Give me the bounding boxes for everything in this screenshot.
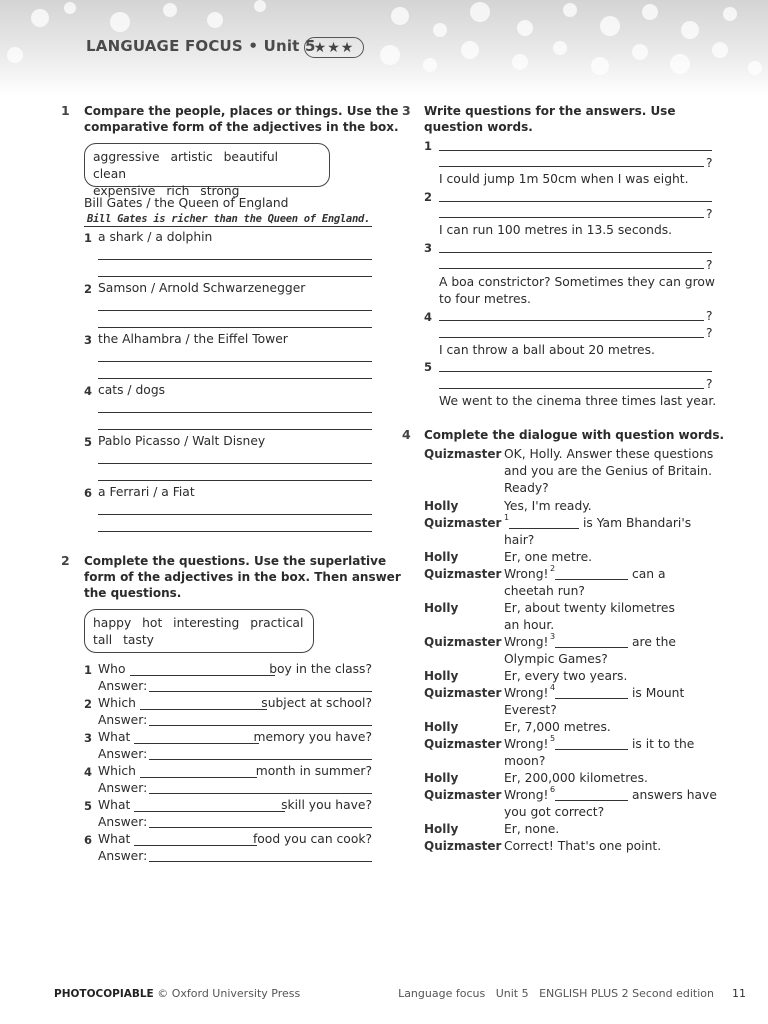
- dialogue-speaker-holly: Holly: [424, 601, 459, 615]
- dialogue-speaker-quizmaster: Quizmaster: [424, 686, 502, 700]
- dialogue-line: OK, Holly. Answer these questions: [504, 447, 714, 461]
- ex2-question-start: What: [98, 832, 131, 846]
- ex3-instruction-line1: Write questions for the answers. Use: [424, 104, 676, 118]
- dialogue-gap-number: [504, 513, 509, 528]
- ex1-item-number: 1: [84, 231, 93, 245]
- ex2-blank[interactable]: [140, 709, 267, 710]
- footer-book-info: Language focus Unit 5 ENGLISH PLUS 2 Second edition: [398, 987, 714, 1000]
- dialogue-line: and you are the Genius of Britain.: [504, 464, 712, 478]
- dialogue-speaker-quizmaster: Quizmaster: [424, 788, 502, 802]
- dialogue-gap-number: [550, 683, 555, 698]
- ex2-answer-line[interactable]: [149, 725, 372, 726]
- ex1-item-prompt: Pablo Picasso / Walt Disney: [98, 434, 266, 448]
- ex1-example-prompt: Bill Gates / the Queen of England: [84, 196, 289, 210]
- ex2-item-number: 4: [84, 765, 93, 779]
- ex1-answer-line[interactable]: [98, 412, 372, 413]
- ex1-item-number: 6: [84, 486, 93, 500]
- dialogue-blank[interactable]: [555, 647, 628, 648]
- ex3-question-mark: ?: [706, 326, 713, 340]
- dialogue-blank[interactable]: [555, 579, 628, 580]
- ex3-answer-line2: to four metres.: [439, 292, 531, 306]
- ex1-example-answer: Bill Gates is richer than the Queen of England.: [87, 213, 371, 225]
- ex2-question-start: Which: [98, 764, 136, 778]
- dialogue-line: hair?: [504, 533, 535, 547]
- ex1-answer-line[interactable]: [98, 429, 372, 430]
- ex2-answer-line[interactable]: [149, 827, 372, 828]
- dialogue-speaker-holly: Holly: [424, 822, 459, 836]
- ex1-item-prompt: a shark / a dolphin: [98, 230, 213, 244]
- dialogue-line: Olympic Games?: [504, 652, 608, 666]
- difficulty-stars: ★★★: [304, 37, 364, 58]
- ex1-answer-line[interactable]: [98, 378, 372, 379]
- copyright: © Oxford University Press: [157, 987, 301, 1000]
- ex3-item-number: 1: [424, 139, 433, 153]
- ex3-question-mark: ?: [706, 258, 713, 272]
- ex1-item-number: 4: [84, 384, 93, 398]
- ex2-answer-label: Answer:: [98, 781, 148, 795]
- dialogue-speaker-quizmaster: Quizmaster: [424, 635, 502, 649]
- dialogue-line: Er, none.: [504, 822, 560, 836]
- dialogue-line: moon?: [504, 754, 546, 768]
- dialogue-speaker-quizmaster: Quizmaster: [424, 839, 502, 853]
- ex3-item-number: 3: [424, 241, 433, 255]
- ex1-answer-line[interactable]: [98, 480, 372, 481]
- ex1-item-prompt: Samson / Arnold Schwarzenegger: [98, 281, 306, 295]
- dialogue-wrong: Wrong!: [504, 737, 549, 751]
- ex3-item-number: 5: [424, 360, 433, 374]
- ex2-answer-line[interactable]: [149, 793, 372, 794]
- ex1-answer-line[interactable]: [98, 463, 372, 464]
- ex1-answer-line[interactable]: [98, 259, 372, 260]
- ex3-question-line[interactable]: [439, 150, 712, 151]
- ex2-question-end: boy in the class?: [269, 662, 372, 676]
- ex3-answer: We went to the cinema three times last year.: [439, 394, 717, 408]
- ex3-question-mark: ?: [706, 207, 713, 221]
- ex2-item-number: 3: [84, 731, 93, 745]
- ex2-blank[interactable]: [134, 743, 259, 744]
- dialogue-speaker-holly: Holly: [424, 720, 459, 734]
- ex2-answer-line[interactable]: [149, 759, 372, 760]
- dialogue-wrong: Wrong!: [504, 567, 549, 581]
- ex1-item-prompt: cats / dogs: [98, 383, 166, 397]
- ex3-question-line[interactable]: [439, 252, 712, 253]
- ex2-answer-line[interactable]: [149, 861, 372, 862]
- ex1-answer-line[interactable]: [98, 310, 372, 311]
- ex2-question-start: Which: [98, 696, 136, 710]
- dialogue-wrong: Wrong!: [504, 635, 549, 649]
- ex1-answer-line[interactable]: [98, 531, 372, 532]
- photocopiable-label: PHOTOCOPIABLE: [54, 988, 154, 1000]
- dialogue-line: Er, one metre.: [504, 550, 593, 564]
- gap-number-2: 2: [550, 564, 556, 573]
- ex3-question-mark: ?: [706, 377, 713, 391]
- dialogue-line: are the: [632, 635, 676, 649]
- ex3-question-mark: ?: [706, 309, 713, 323]
- ex3-item-number: 4: [424, 310, 433, 324]
- ex2-item-number: 2: [84, 697, 93, 711]
- ex1-word-box-line2: expensive rich strong: [93, 184, 240, 198]
- dialogue-blank[interactable]: [509, 528, 579, 529]
- ex2-instruction-line1: Complete the questions. Use the superlative: [84, 554, 387, 568]
- footer-left: [54, 987, 300, 1000]
- dialogue-line: Everest?: [504, 703, 557, 717]
- dialogue-line: Correct! That's one point.: [504, 839, 662, 853]
- dialogue-line: you got correct?: [504, 805, 605, 819]
- ex3-question-line[interactable]: [439, 388, 704, 389]
- footer-right: [398, 987, 746, 1000]
- ex3-question-line[interactable]: [439, 337, 704, 338]
- ex2-item-number: 1: [84, 663, 93, 677]
- gap-number-3: 3: [550, 632, 556, 641]
- dialogue-line: answers have: [632, 788, 717, 802]
- ex2-answer-label: Answer:: [98, 747, 148, 761]
- ex1-instruction-line2: comparative form of the adjectives in the box.: [84, 120, 399, 134]
- ex3-answer: I can run 100 metres in 13.5 seconds.: [439, 223, 673, 237]
- gap-number-1: 1: [504, 513, 510, 522]
- dialogue-speaker-quizmaster: Quizmaster: [424, 567, 502, 581]
- ex1-number: 1: [61, 103, 70, 118]
- dialogue-line: Er, 200,000 kilometres.: [504, 771, 648, 785]
- ex2-question-start: What: [98, 798, 131, 812]
- ex2-question-start: Who: [98, 662, 126, 676]
- dialogue-speaker-quizmaster: Quizmaster: [424, 737, 502, 751]
- dialogue-line: is it to the: [632, 737, 695, 751]
- dialogue-line: is Mount: [632, 686, 685, 700]
- ex2-answer-line[interactable]: [149, 691, 372, 692]
- ex2-answer-label: Answer:: [98, 713, 148, 727]
- ex2-question-end: food you can cook?: [252, 832, 372, 846]
- ex3-instruction-line2: question words.: [424, 120, 533, 134]
- dialogue-line: can a: [632, 567, 666, 581]
- ex2-item-number: 5: [84, 799, 93, 813]
- ex2-blank[interactable]: [130, 675, 275, 676]
- ex1-item-prompt: a Ferrari / a Fiat: [98, 485, 195, 499]
- ex1-answer-line[interactable]: [98, 514, 372, 515]
- ex1-answer-line[interactable]: [98, 327, 372, 328]
- ex2-item-number: 6: [84, 833, 93, 847]
- ex1-instruction-line1: Compare the people, places or things. Use the: [84, 104, 399, 118]
- ex2-blank[interactable]: [140, 777, 257, 778]
- ex1-item-number: 5: [84, 435, 93, 449]
- ex2-word-box-line1: happy hot interesting practical: [93, 616, 304, 630]
- ex1-item-number: 2: [84, 282, 93, 296]
- dialogue-line: an hour.: [504, 618, 555, 632]
- dialogue-speaker-holly: Holly: [424, 550, 459, 564]
- dialogue-line: is Yam Bhandari's: [583, 516, 692, 530]
- dialogue-gap-number: [550, 632, 555, 647]
- ex2-answer-label: Answer:: [98, 849, 148, 863]
- dialogue-blank[interactable]: [555, 698, 628, 699]
- ex2-question-end: memory you have?: [253, 730, 372, 744]
- ex3-question-line[interactable]: [439, 371, 712, 372]
- ex3-answer-line1: A boa constrictor? Sometimes they can grow: [439, 275, 715, 289]
- dialogue-speaker-holly: Holly: [424, 499, 459, 513]
- dialogue-wrong: Wrong!: [504, 788, 549, 802]
- ex2-word-box: [84, 609, 314, 653]
- dialogue-line: Yes, I'm ready.: [504, 499, 592, 513]
- dialogue-speaker-quizmaster: Quizmaster: [424, 447, 502, 461]
- ex1-item-number: 3: [84, 333, 93, 347]
- ex2-instruction-line3: the questions.: [84, 586, 182, 600]
- ex3-question-line[interactable]: [439, 268, 704, 269]
- ex2-answer-label: Answer:: [98, 679, 148, 693]
- ex2-question-end: subject at school?: [261, 696, 372, 710]
- ex2-blank[interactable]: [134, 845, 257, 846]
- ex1-word-box: [84, 143, 330, 198]
- ex2-question-start: What: [98, 730, 131, 744]
- ex3-question-line[interactable]: [439, 201, 712, 202]
- ex3-answer: I can throw a ball about 20 metres.: [439, 343, 655, 357]
- dialogue-gap-number: [550, 785, 555, 800]
- ex3-question-line[interactable]: [439, 166, 704, 167]
- gap-number-6: 6: [550, 785, 556, 794]
- dialogue-line: Ready?: [504, 481, 549, 495]
- ex1-answer-line[interactable]: [98, 276, 372, 277]
- ex3-question-mark: ?: [706, 156, 713, 170]
- gap-number-4: 4: [550, 683, 556, 692]
- dialogue-speaker-holly: Holly: [424, 771, 459, 785]
- ex3-question-line[interactable]: [439, 217, 704, 218]
- ex2-number: 2: [61, 553, 70, 568]
- dialogue-blank[interactable]: [555, 800, 628, 801]
- ex1-answer-line[interactable]: [98, 361, 372, 362]
- dialogue-wrong: Wrong!: [504, 686, 549, 700]
- dialogue-line: Er, 7,000 metres.: [504, 720, 611, 734]
- page-number: 11: [732, 987, 746, 1000]
- dialogue-gap-number: [550, 564, 555, 579]
- dialogue-speaker-quizmaster: Quizmaster: [424, 516, 502, 530]
- ex2-blank[interactable]: [134, 811, 285, 812]
- dialogue-speaker-holly: Holly: [424, 669, 459, 683]
- dialogue-line: cheetah run?: [504, 584, 585, 598]
- ex3-item-number: 2: [424, 190, 433, 204]
- ex3-number: 3: [402, 103, 411, 118]
- ex3-question-line[interactable]: [439, 320, 704, 321]
- ex1-item-prompt: the Alhambra / the Eiffel Tower: [98, 332, 288, 346]
- ex2-question-end: month in summer?: [255, 764, 372, 778]
- ex1-word-box-line1: aggressive artistic beautiful clean: [93, 150, 279, 181]
- page-title: LANGUAGE FOCUS • Unit 5: [86, 37, 316, 55]
- ex2-answer-label: Answer:: [98, 815, 148, 829]
- ex4-instruction: Complete the dialogue with question words.: [424, 428, 725, 442]
- dialogue-blank[interactable]: [555, 749, 628, 750]
- ex3-answer: I could jump 1m 50cm when I was eight.: [439, 172, 689, 186]
- ex1-example-line: [84, 226, 372, 227]
- gap-number-5: 5: [550, 734, 556, 743]
- ex2-word-box-line2: tall tasty: [93, 633, 154, 647]
- ex4-number: 4: [402, 427, 411, 442]
- ex2-question-end: skill you have?: [281, 798, 372, 812]
- dialogue-line: Er, about twenty kilometres: [504, 601, 675, 615]
- dialogue-gap-number: [550, 734, 555, 749]
- ex2-instruction-line2: form of the adjectives in the box. Then answer: [84, 570, 401, 584]
- dialogue-line: Er, every two years.: [504, 669, 628, 683]
